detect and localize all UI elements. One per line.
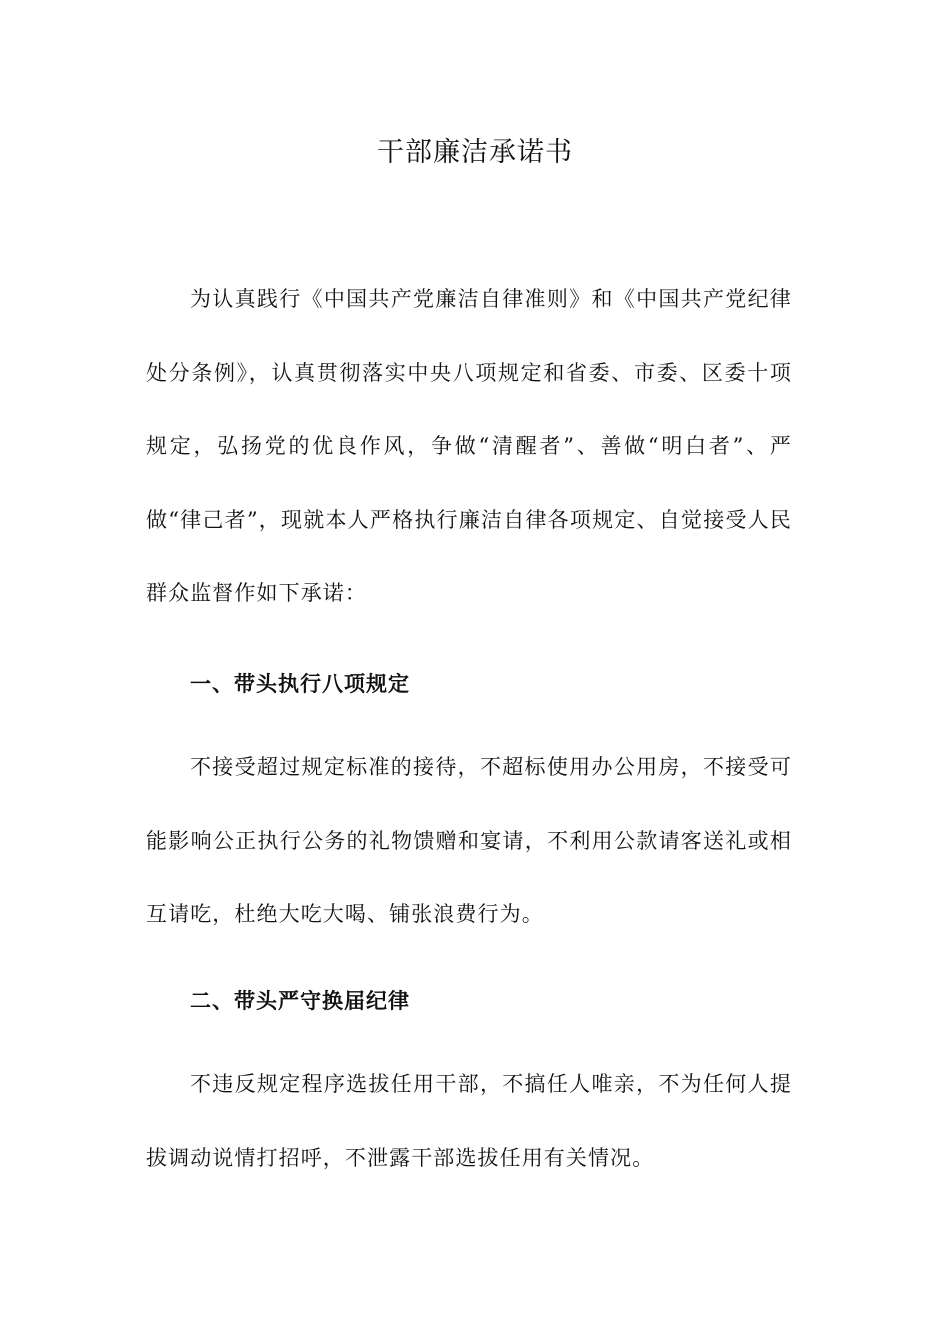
section-heading-2: 二、带头严守换届纪律 xyxy=(190,989,410,1013)
intro-paragraph: 为认真践行《中国共产党廉洁自律准则》和《中国共产党纪律处分条例》，认真贯彻落实中央八项规定和省委、市委、区委十项规定，弘扬党的优良作风，争做“清醒者”、善做“明白者”、严做“律己者”，现就本人严格执行廉洁自律各项规定、自觉接受人民群众监督作如下承诺： xyxy=(146,287,792,605)
document-title: 干部廉洁承诺书 xyxy=(377,137,573,168)
section-heading-1: 一、带头执行八项规定 xyxy=(190,672,410,696)
section-body-2: 不违反规定程序选拔任用干部，不搞任人唯亲，不为任何人提拔调动说情打招呼，不泄露干部选拔任用有关情况。 xyxy=(146,1072,792,1170)
section-body-1: 不接受超过规定标准的接待，不超标使用办公用房，不接受可能影响公正执行公务的礼物馈赠和宴请，不利用公款请客送礼或相互请吃，杜绝大吃大喝、铺张浪费行为。 xyxy=(146,755,792,926)
